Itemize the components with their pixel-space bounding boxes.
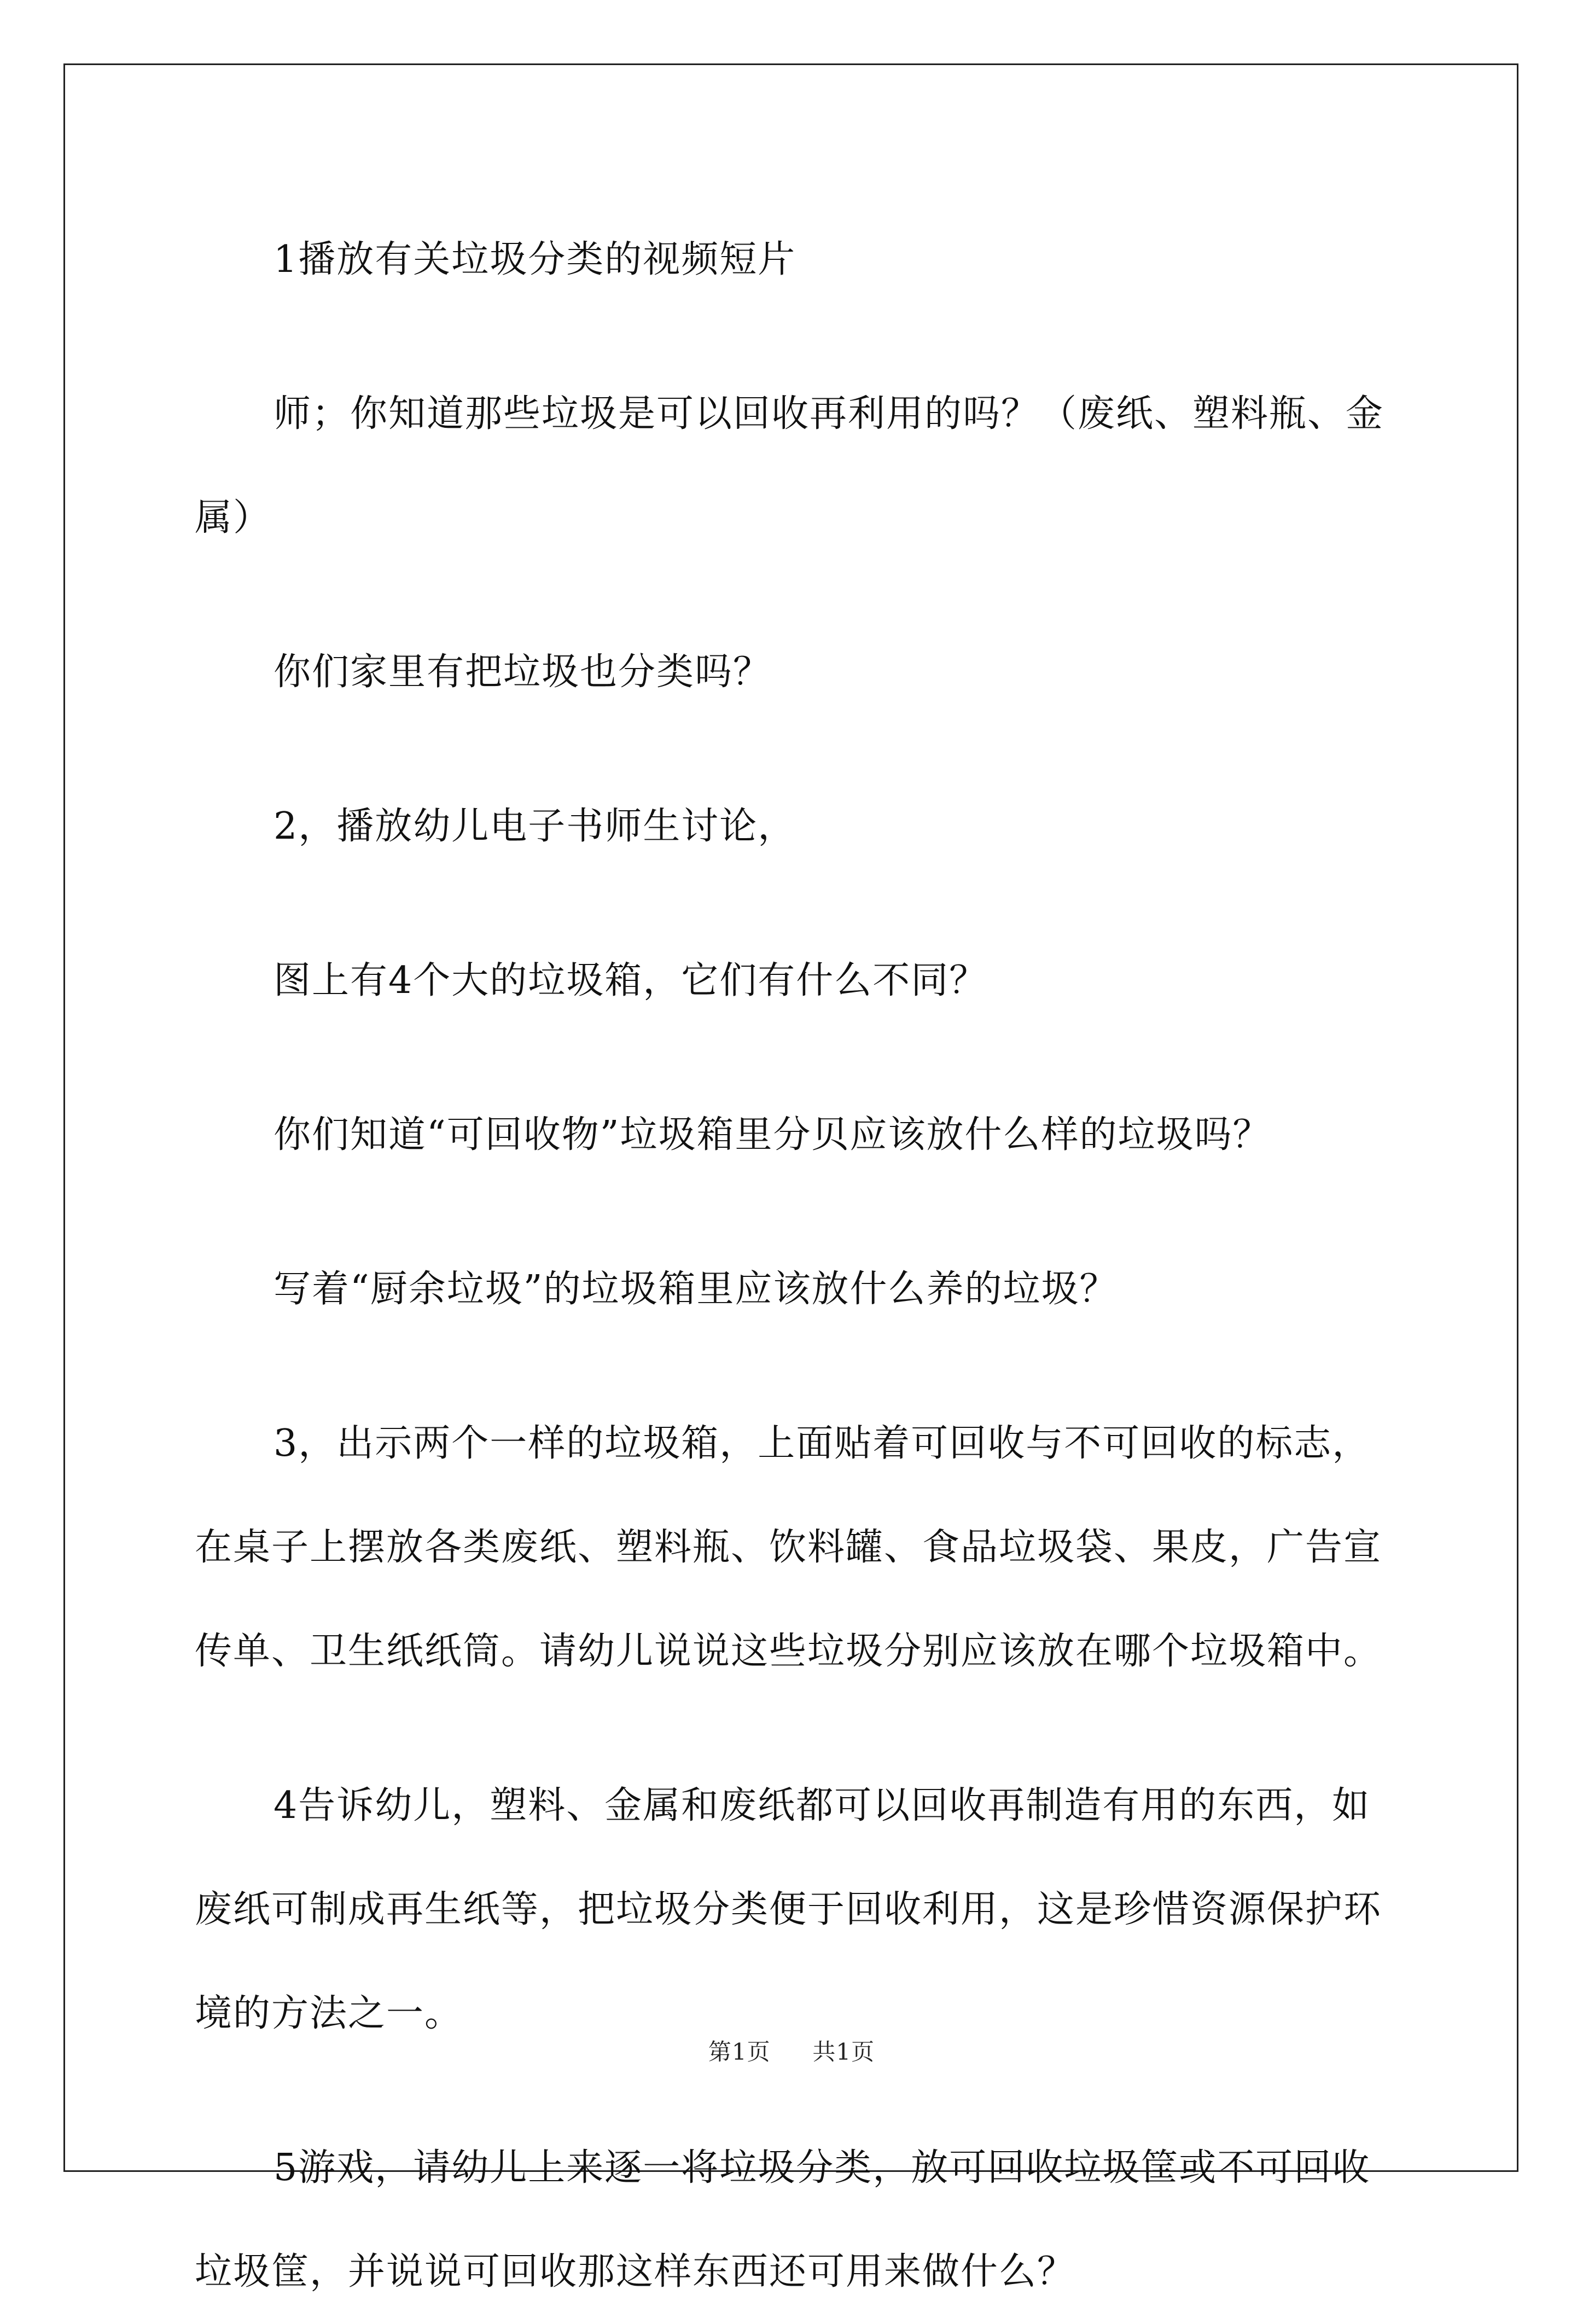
paragraph-9: 4告诉幼儿，塑料、金属和废纸都可以回收再制造有用的东西，如废纸可制成再生纸等，把垃圾分类便于回收利用，这是珍惜资源保护环境的方法之一。 xyxy=(195,1784,1382,2035)
total-pages: 共1页 xyxy=(812,2038,875,2065)
paragraph-3: 你们家里有把垃圾也分类吗？ xyxy=(273,650,772,694)
page-number: 第1页 xyxy=(708,2038,771,2065)
page-footer xyxy=(0,2034,1583,2067)
paragraph-7: 写着“厨余垃圾”的垃圾箱里应该放什么养的垃圾？ xyxy=(273,1268,1118,1311)
paragraph-4: 2，播放幼儿电子书师生讨论， xyxy=(273,805,796,848)
paragraph-10: 5游戏，请幼儿上来逐一将垃圾分类，放可回收垃圾筐或不可回收垃圾筐，并说说可回收那这样东西还可用来做什么？ xyxy=(195,2146,1371,2293)
paragraph-1: 1播放有关垃圾分类的视频短片 xyxy=(273,238,796,281)
paragraph-5: 图上有4个大的垃圾箱，它们有什么不同？ xyxy=(273,959,988,1002)
paragraph-8: 3，出示两个一样的垃圾箱，上面贴着可回收与不可回收的标志，在桌子上摆放各类废纸、塑料瓶、饮料罐、食品垃圾袋、果皮，广告宣传单、卫生纸纸筒。请幼儿说说这些垃圾分别应该放在哪个垃圾箱中。 xyxy=(195,1422,1382,1673)
paragraph-2: 师；你知道那些垃圾是可以回收再利用的吗？（废纸、塑料瓶、金属） xyxy=(195,392,1384,539)
paragraph-6: 你们知道“可回收物”垃圾箱里分贝应该放什么样的垃圾吗？ xyxy=(273,1113,1271,1157)
document-body xyxy=(195,208,1398,2324)
